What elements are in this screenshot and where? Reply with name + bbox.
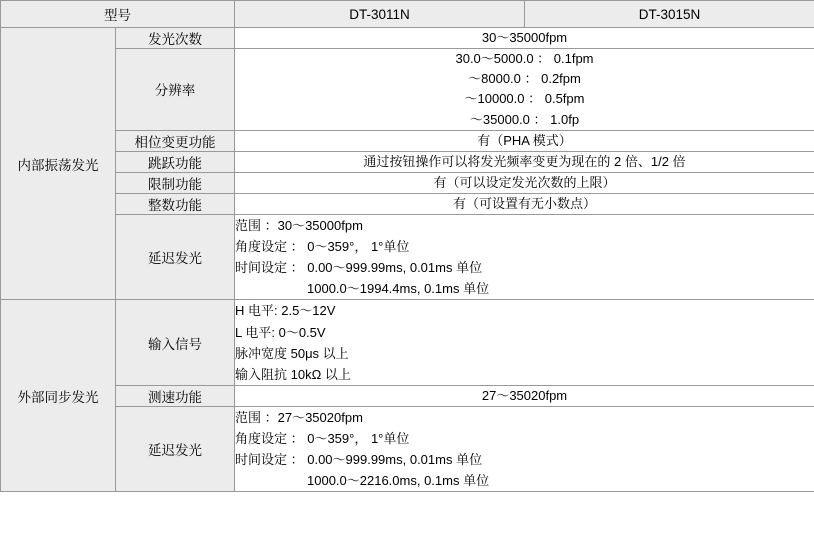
input-signal-line-4: 输入阻抗 10kΩ 以上 [235, 366, 351, 382]
delay-internal-line-2: 角度设定 ： 0～359°， 1°单位 [235, 239, 410, 255]
row-value-flash-count: 30～35000fpm [235, 28, 814, 49]
delay-external-line-1: 范围 ：27～35020fpm [235, 409, 363, 425]
row-value-phase-change: 有（PHA 模式） [235, 130, 814, 151]
row-value-limit: 有（可以设定发光次数的上限） [235, 172, 814, 193]
row-label-flash-count: 发光次数 [116, 28, 235, 49]
delay-external-line-4: 1000.0～2216.0ms, 0.1ms 单位 [307, 472, 490, 488]
header-column-dt3015n: DT-3015N [525, 1, 814, 28]
table-row [1, 406, 814, 491]
delay-internal-line-3: 时间设定 ： 0.00～999.99ms, 0.01ms 单位 [235, 260, 483, 276]
table-row [1, 28, 814, 49]
table-row [1, 300, 814, 385]
table-row [1, 385, 814, 406]
resolution-line-1: 30.0～5000.0 ： 0.1fpm [455, 51, 594, 67]
row-label-resolution: 分辨率 [116, 49, 235, 131]
row-value-delay-internal [235, 215, 814, 300]
row-label-jump: 跳跃功能 [116, 151, 235, 172]
table-row [1, 172, 814, 193]
table-header-row [1, 1, 814, 28]
input-signal-line-2: L 电平: 0～0.5V [235, 324, 326, 340]
delay-external-line-2: 角度设定 ： 0～359°， 1°单位 [235, 430, 410, 446]
resolution-line-4: ～35000.0 ： 1.0fp [469, 111, 580, 127]
header-column-dt3011n: DT-3011N [235, 1, 525, 28]
table-row [1, 215, 814, 300]
row-value-jump: 通过按钮操作可以将发光频率变更为现在的 2 倍、1/2 倍 [235, 151, 814, 172]
row-value-integer: 有（可设置有无小数点） [235, 194, 814, 215]
row-value-input-signal [235, 300, 814, 385]
group-label-internal-oscillation: 内部振荡发光 [1, 28, 116, 300]
resolution-line-3: ～10000.0 ： 0.5fpm [464, 91, 585, 107]
table-row [1, 49, 814, 131]
row-label-phase-change: 相位变更功能 [116, 130, 235, 151]
delay-internal-line-1: 范围 ：30～35000fpm [235, 218, 363, 234]
table-row [1, 151, 814, 172]
table-row [1, 194, 814, 215]
row-label-speed-measurement: 测速功能 [116, 385, 235, 406]
row-label-delay-internal: 延迟发光 [116, 215, 235, 300]
row-value-delay-external [235, 406, 814, 491]
row-label-limit: 限制功能 [116, 172, 235, 193]
resolution-line-2: ～8000.0 ： 0.2fpm [468, 71, 581, 87]
row-value-resolution [235, 49, 814, 131]
row-label-delay-external: 延迟发光 [116, 406, 235, 491]
delay-internal-line-4: 1000.0～1994.4ms, 0.1ms 单位 [307, 281, 490, 297]
row-label-input-signal: 输入信号 [116, 300, 235, 385]
row-value-speed-measurement: 27～35020fpm [235, 385, 814, 406]
input-signal-line-1: H 电平: 2.5～12V [235, 303, 336, 319]
row-label-integer: 整数功能 [116, 194, 235, 215]
header-model-label: 型号 [1, 1, 235, 28]
input-signal-line-3: 脉冲宽度 50μs 以上 [235, 345, 349, 361]
group-label-external-sync: 外部同步发光 [1, 300, 116, 492]
table-row [1, 130, 814, 151]
delay-external-line-3: 时间设定 ： 0.00～999.99ms, 0.01ms 单位 [235, 451, 483, 467]
